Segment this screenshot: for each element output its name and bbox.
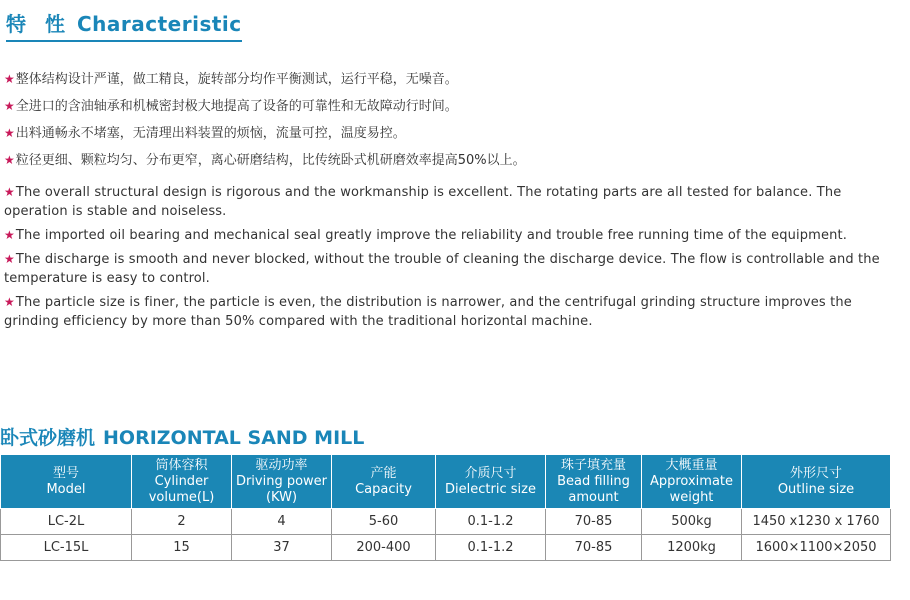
mill-title-en: HORIZONTAL SAND MILL bbox=[103, 427, 365, 449]
characteristics-en-list bbox=[4, 183, 904, 336]
page-title bbox=[6, 8, 242, 42]
star-icon: ★ bbox=[4, 228, 15, 242]
spec-table bbox=[0, 454, 891, 561]
list-item bbox=[4, 250, 904, 288]
table-cell: 4 bbox=[232, 509, 332, 535]
table-cell: LC-15L bbox=[1, 535, 132, 561]
column-header-model: 型号 Model bbox=[1, 455, 132, 509]
list-item-text: 粒径更细、颗粒均匀、分布更窄，离心研磨结构，比传统卧式机研磨效率提高50%以上。 bbox=[15, 153, 526, 168]
star-icon: ★ bbox=[4, 295, 15, 309]
list-item bbox=[4, 120, 904, 147]
page-title-en: Characteristic bbox=[76, 12, 242, 36]
star-icon: ★ bbox=[4, 72, 15, 86]
list-item-text: The particle size is finer, the particle is even, the distribution is narrower, and the centrifugal grinding structure improves the grinding efficiency by more than 50% compared with the traditional horizontal machine. bbox=[4, 295, 852, 329]
table-cell: 1600×1100×2050 bbox=[742, 535, 891, 561]
characteristics-cn-list bbox=[4, 66, 904, 174]
list-item-text: 整体结构设计严谨，做工精良，旋转部分均作平衡测试，运行平稳，无噪音。 bbox=[15, 72, 458, 87]
table-cell: 37 bbox=[232, 535, 332, 561]
list-item-text: The overall structural design is rigorous and the workmanship is excellent. The rotating parts are all tested for balance. The operation is stable and noiseless. bbox=[4, 185, 842, 219]
table-cell: 70-85 bbox=[546, 509, 642, 535]
table-cell: 200-400 bbox=[332, 535, 436, 561]
mill-section-title bbox=[0, 423, 364, 450]
list-item-text: The discharge is smooth and never blocked, without the trouble of cleaning the discharge device. The flow is controllable and the temperature is easy to control. bbox=[4, 252, 880, 286]
list-item bbox=[4, 147, 904, 174]
star-icon: ★ bbox=[4, 185, 15, 199]
table-row bbox=[1, 535, 891, 561]
column-header-bead-filling: 珠子填充量 Bead filling amount bbox=[546, 455, 642, 509]
table-header-row bbox=[1, 455, 891, 509]
page-title-cn: 特 性 bbox=[6, 12, 71, 36]
list-item-text: The imported oil bearing and mechanical seal greatly improve the reliability and trouble free running time of the equipment. bbox=[15, 228, 848, 243]
list-item bbox=[4, 93, 904, 120]
column-header-weight: 大概重量 Approximate weight bbox=[642, 455, 742, 509]
column-header-cylinder-volume: 筒体容积 Cylinder volume(L) bbox=[132, 455, 232, 509]
table-cell: 0.1-1.2 bbox=[436, 535, 546, 561]
column-header-outline-size: 外形尺寸 Outline size bbox=[742, 455, 891, 509]
list-item-text: 出料通畅永不堵塞，无清理出料装置的烦恼，流量可控，温度易控。 bbox=[15, 126, 406, 141]
list-item-text: 全进口的含油轴承和机械密封极大地提高了设备的可靠性和无故障动行时间。 bbox=[15, 99, 458, 114]
section-header bbox=[6, 8, 242, 42]
table-cell: 1200kg bbox=[642, 535, 742, 561]
table-cell: 70-85 bbox=[546, 535, 642, 561]
column-header-dielectric-size: 介质尺寸 Dielectric size bbox=[436, 455, 546, 509]
column-header-driving-power: 驱动功率 Driving power (KW) bbox=[232, 455, 332, 509]
star-icon: ★ bbox=[4, 126, 15, 140]
table-cell: 2 bbox=[132, 509, 232, 535]
column-header-capacity: 产能 Capacity bbox=[332, 455, 436, 509]
star-icon: ★ bbox=[4, 99, 15, 113]
table-cell: 0.1-1.2 bbox=[436, 509, 546, 535]
table-cell: 15 bbox=[132, 535, 232, 561]
table-row bbox=[1, 509, 891, 535]
list-item bbox=[4, 183, 904, 221]
list-item bbox=[4, 66, 904, 93]
table-cell: 1450 x1230 x 1760 bbox=[742, 509, 891, 535]
mill-title-cn: 卧式砂磨机 bbox=[0, 427, 96, 449]
star-icon: ★ bbox=[4, 252, 15, 266]
table-cell: 5-60 bbox=[332, 509, 436, 535]
table-cell: LC-2L bbox=[1, 509, 132, 535]
list-item bbox=[4, 226, 904, 245]
table-cell: 500kg bbox=[642, 509, 742, 535]
star-icon: ★ bbox=[4, 153, 15, 167]
list-item bbox=[4, 293, 904, 331]
